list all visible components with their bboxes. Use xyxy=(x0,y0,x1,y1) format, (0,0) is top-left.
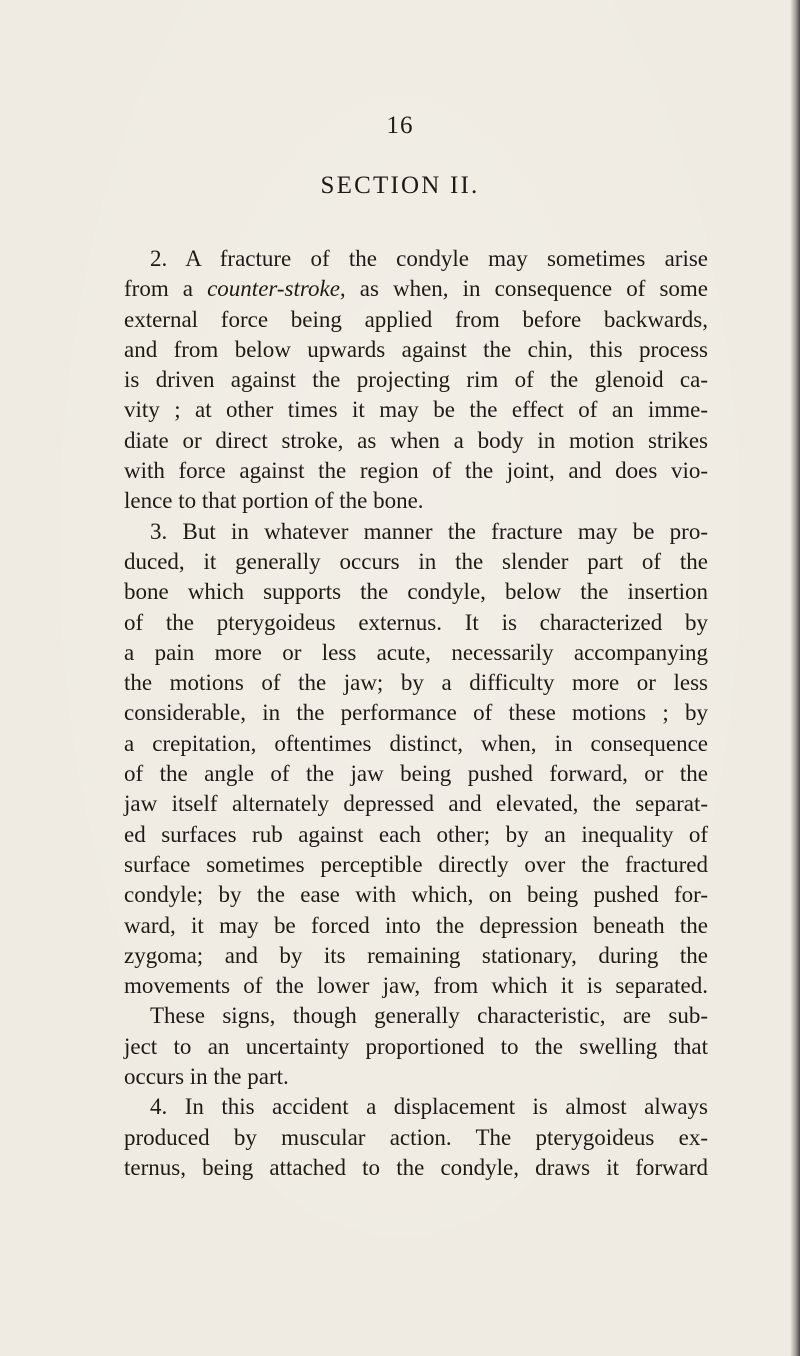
text-line: duced, it generally occurs in the slender part of the xyxy=(124,548,708,574)
text-line: jaw itself alternately depressed and elevated, the separat- xyxy=(124,791,708,817)
body-text xyxy=(124,244,708,1183)
text-line: 4. In this accident a displacement is almost always xyxy=(150,1094,708,1120)
italic-term: counter-stroke, xyxy=(207,276,346,302)
text-line: These signs, though generally characteristic, are sub- xyxy=(150,1003,708,1029)
text-span: as when, in consequence of some xyxy=(345,276,708,302)
text-line: of the angle of the jaw being pushed forward, or the xyxy=(124,761,708,787)
text-line: 3. But in whatever manner the fracture may be pro- xyxy=(150,518,708,544)
text-line: considerable, in the performance of these motions ; by xyxy=(124,700,708,726)
text-line: ward, it may be forced into the depression beneath the xyxy=(124,912,708,938)
text-line: bone which supports the condyle, below the insertion xyxy=(124,579,708,605)
page-binding-edge xyxy=(790,0,800,1356)
text-line: is driven against the projecting rim of the glenoid ca- xyxy=(124,367,708,393)
text-line: surface sometimes perceptible directly over the fractured xyxy=(124,851,708,877)
text-line xyxy=(124,274,708,304)
text-line: ject to an uncertainty proportioned to the swelling that xyxy=(124,1033,708,1059)
text-line: zygoma; and by its remaining stationary, during the xyxy=(124,942,708,968)
text-line: lence to that portion of the bone. xyxy=(124,488,424,514)
text-line: the motions of the jaw; by a difficulty more or less xyxy=(124,670,708,696)
text-line: with force against the region of the joint, and does vio- xyxy=(124,458,708,484)
text-line: of the pterygoideus externus. It is characterized by xyxy=(124,609,708,635)
text-line: ed surfaces rub against each other; by an inequality of xyxy=(124,821,708,847)
text-line: movements of the lower jaw, from which it is separated. xyxy=(124,973,708,999)
text-line: external force being applied from before backwards, xyxy=(124,306,708,332)
text-span: from a xyxy=(124,276,208,302)
text-line: 2. A fracture of the condyle may sometimes arise xyxy=(150,246,708,271)
text-line: produced by muscular action. The pterygoideus ex- xyxy=(124,1124,708,1150)
page-number: 16 xyxy=(386,112,414,139)
text-line: a pain more or less acute, necessarily accompanying xyxy=(124,639,708,665)
text-line: condyle; by the ease with which, on being pushed for- xyxy=(124,882,708,908)
text-line: occurs in the part. xyxy=(124,1064,289,1090)
text-line: and from below upwards against the chin, this process xyxy=(124,336,708,362)
text-line: ternus, being attached to the condyle, draws it forward xyxy=(124,1154,708,1180)
text-line: vity ; at other times it may be the effect of an imme- xyxy=(124,397,708,423)
text-line: a crepitation, oftentimes distinct, when, in consequence xyxy=(124,730,708,756)
text-line: diate or direct stroke, as when a body in motion strikes xyxy=(124,427,708,453)
section-heading: SECTION II. xyxy=(320,172,480,199)
